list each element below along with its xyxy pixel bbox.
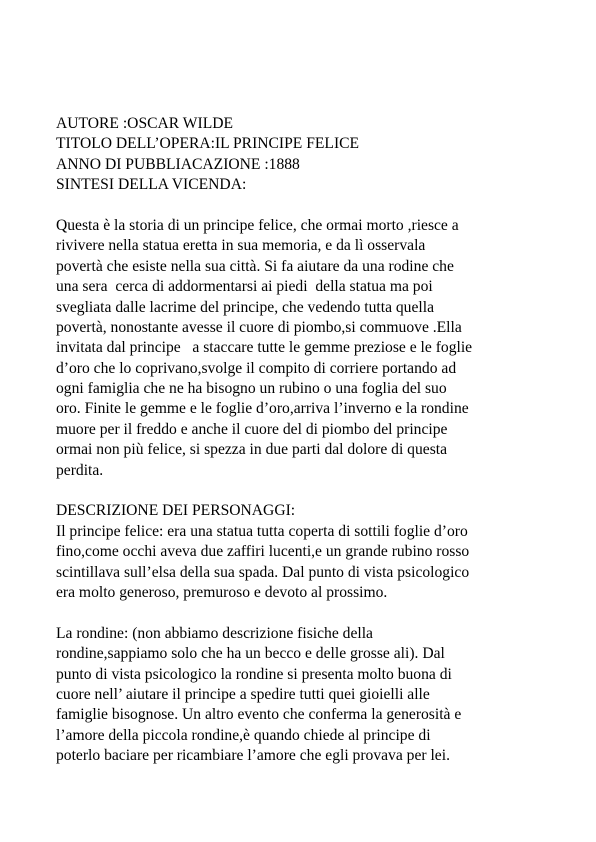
year-line: ANNO DI PUBBLIACAZIONE :1888 xyxy=(56,155,300,173)
characters-heading: DESCRIZIONE DEI PERSONAGGI: xyxy=(56,502,296,520)
paragraph-line: povertà che esiste nella sua città. Si fa aiutare da una rodine che xyxy=(56,257,454,275)
synopsis-heading: SINTESI DELLA VICENDA: xyxy=(56,176,247,194)
paragraph-line: poterlo baciare per ricambiare l’amore che egli provava per lei. xyxy=(56,747,450,765)
paragraph-line: scintillava sull’elsa della sua spada. Dal punto di vista psicologico xyxy=(56,563,470,581)
paragraph-line: d’oro che lo coprivano,svolge il compito di corriere portando ad xyxy=(56,359,457,377)
paragraph-line: perdita. xyxy=(56,461,104,479)
document-body xyxy=(56,114,546,767)
paragraph-line: ormai non più felice, si spezza in due parti dal dolore di questa xyxy=(56,441,448,459)
paragraph-line: era molto generoso, premuroso e devoto al prossimo. xyxy=(56,583,388,601)
paragraph-line: una sera cerca di addormentarsi ai piedi della statua ma poi xyxy=(56,278,433,296)
paragraph-line: La rondine: (non abbiamo descrizione fisiche della xyxy=(56,624,373,642)
paragraph-line: svegliata dalle lacrime del principe, che vedendo tutta quella xyxy=(56,298,434,316)
spacer xyxy=(56,196,546,216)
paragraph-line: invitata dal principe a staccare tutte le gemme preziose e le foglie xyxy=(56,339,473,357)
paragraph-line: l’amore della piccola rondine,è quando chiede al principe di xyxy=(56,726,431,744)
paragraph-line: cuore nell’ aiutare il principe a spedire tutti quei gioielli alle xyxy=(56,685,430,703)
header-block xyxy=(56,114,546,196)
author-line: AUTORE :OSCAR WILDE xyxy=(56,115,234,132)
spacer xyxy=(56,481,546,501)
synopsis-paragraph xyxy=(56,216,546,481)
paragraph-line: fino,come occhi aveva due zaffiri lucenti,e un grande rubino rosso xyxy=(56,543,470,561)
paragraph-line: rondine,sappiamo solo che ha un becco e delle grosse ali). Dal xyxy=(56,645,445,663)
paragraph-line: famiglie bisognose. Un altro evento che conferma la generosità e xyxy=(56,706,462,724)
swallow-description xyxy=(56,624,546,767)
paragraph-line: rivivere nella statua eretta in sua memoria, e da lì osservala xyxy=(56,237,426,255)
paragraph-line: punto di vista psicologico la rondine si presenta molto buona di xyxy=(56,665,452,683)
paragraph-line: povertà, nonostante avesse il cuore di piombo,si commuove .Ella xyxy=(56,318,462,336)
paragraph-line: muore per il freddo e anche il cuore del di piombo del principe xyxy=(56,420,448,438)
paragraph-line: Questa è la storia di un principe felice, che ormai morto ,riesce a xyxy=(56,216,459,234)
title-line: TITOLO DELL’OPERA:IL PRINCIPE FELICE xyxy=(56,135,360,153)
paragraph-line: oro. Finite le gemme e le foglie d’oro,arriva l’inverno e la rondine xyxy=(56,400,469,418)
prince-description xyxy=(56,522,546,604)
paragraph-line: ogni famiglia che ne ha bisogno un rubino o una foglia del suo xyxy=(56,380,447,398)
spacer xyxy=(56,603,546,623)
paragraph-line: Il principe felice: era una statua tutta coperta di sottili foglie d’oro xyxy=(56,522,468,540)
